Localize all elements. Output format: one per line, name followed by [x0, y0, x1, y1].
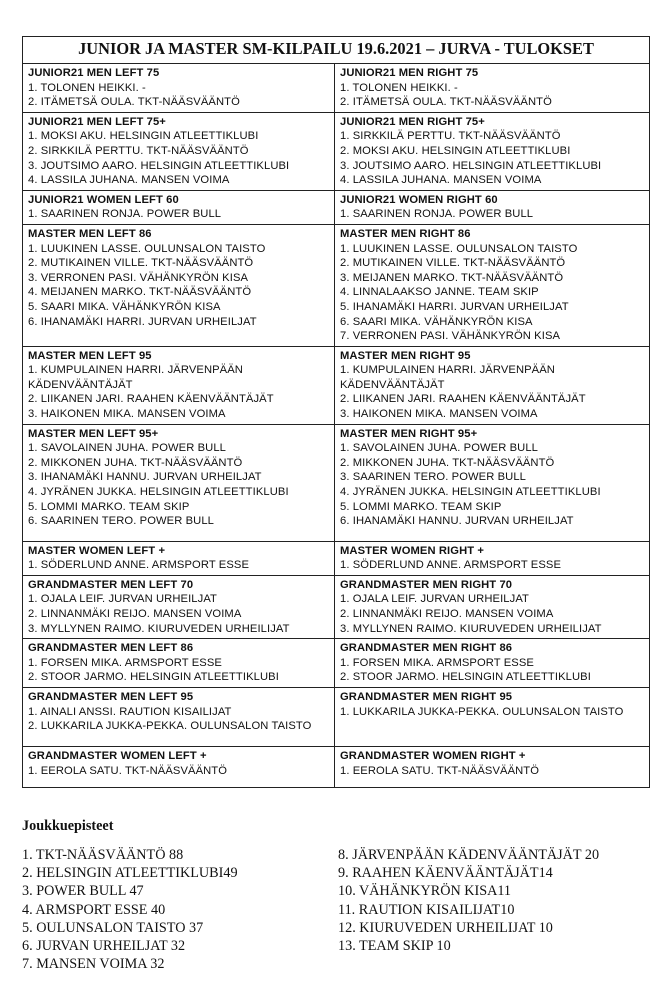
result-entry: 5. LOMMI MARKO. TEAM SKIP	[340, 500, 502, 513]
result-entry: 1. LUUKINEN LASSE. OULUNSALON TAISTO	[340, 242, 578, 255]
result-entry: 1. SÖDERLUND ANNE. ARMSPORT ESSE	[28, 559, 250, 572]
category-title: GRANDMASTER MEN RIGHT 95	[340, 691, 513, 703]
result-entry: 1. SAVOLAINEN JUHA. POWER BULL	[28, 442, 227, 455]
category-row	[23, 688, 650, 747]
category-title: MASTER MEN LEFT 86	[28, 227, 152, 240]
result-entry: 3. MEIJANEN MARKO. TKT-NÄÄSVÄÄNTÖ	[340, 271, 564, 284]
category-cell-right	[335, 747, 650, 788]
category-cell-left	[23, 747, 335, 788]
category-row	[23, 747, 650, 788]
result-entry: 2. STOOR JARMO. HELSINGIN ATLEETTIKLUBI	[340, 671, 591, 684]
category-title: MASTER WOMEN RIGHT +	[340, 544, 485, 557]
category-row	[23, 224, 650, 346]
category-row	[23, 639, 650, 688]
category-cell-left	[23, 639, 335, 688]
category-cell-left	[23, 688, 335, 747]
result-entry: 3. SAARINEN TERO. POWER BULL	[340, 471, 526, 484]
result-entry: 1. SAARINEN RONJA. POWER BULL	[340, 208, 534, 221]
result-entry: 3. JOUTSIMO AARO. HELSINGIN ATLEETTIKLUBI	[28, 159, 290, 172]
category-title: JUNIOR21 WOMEN LEFT 60	[28, 193, 179, 206]
result-entry: 2. STOOR JARMO. HELSINGIN ATLEETTIKLUBI	[28, 671, 279, 684]
category-cell-left	[23, 346, 335, 424]
result-entry: 5. SAARI MIKA. VÄHÄNKYRÖN KISA	[28, 300, 221, 313]
result-entry: 5. IHANAMÄKI HARRI. JURVAN URHEILJAT	[340, 300, 569, 313]
result-entry: 3. VERRONEN PASI. VÄHÄNKYRÖN KISA	[28, 271, 249, 284]
category-title: GRANDMASTER WOMEN RIGHT +	[340, 750, 526, 762]
category-cell-right	[335, 575, 650, 638]
team-point-item: 3. POWER BULL 47	[22, 883, 144, 900]
result-entry: 2. LUKKARILA JUKKA-PEKKA. OULUNSALON TAISTO	[28, 720, 312, 733]
result-entry: 2. MOKSI AKU. HELSINGIN ATLEETTIKLUBI	[340, 144, 571, 157]
result-entry: 1. AINALI ANSSI. RAUTION KISAILIJAT	[28, 705, 232, 718]
result-entry: 1. OJALA LEIF. JURVAN URHEILJAT	[28, 593, 217, 606]
team-point-item: 13. TEAM SKIP 10	[338, 938, 451, 955]
category-title: GRANDMASTER MEN RIGHT 86	[340, 642, 513, 655]
category-title: MASTER MEN LEFT 95	[28, 349, 152, 362]
category-cell-right	[335, 639, 650, 688]
result-entry: 4. JYRÄNEN JUKKA. HELSINGIN ATLEETTIKLUBI	[340, 486, 601, 499]
result-entry: 7. VERRONEN PASI. VÄHÄNKYRÖN KISA	[340, 330, 561, 343]
result-entry: 4. LINNALAAKSO JANNE. TEAM SKIP	[340, 286, 539, 299]
result-entry: 2. ITÄMETSÄ OULA. TKT-NÄÄSVÄÄNTÖ	[28, 96, 240, 109]
team-point-item: 11. RAUTION KISAILIJAT10	[338, 901, 515, 918]
result-entry: 1. FORSEN MIKA. ARMSPORT ESSE	[28, 656, 222, 669]
result-entry: 1. TOLONEN HEIKKI. -	[28, 81, 146, 94]
team-points-section	[22, 818, 642, 973]
category-row	[23, 112, 650, 190]
result-entry: 3. HAIKONEN MIKA. MANSEN VOIMA	[340, 408, 538, 421]
result-entry: 5. LOMMI MARKO. TEAM SKIP	[28, 500, 190, 513]
team-point-item: 10. VÄHÄNKYRÖN KISA11	[338, 883, 512, 900]
team-point-item: 12. KIURUVEDEN URHEILIJAT 10	[338, 919, 553, 936]
result-entry: 1. KUMPULAINEN HARRI. JÄRVENPÄÄN KÄDENVÄÄNTÄJÄT	[28, 364, 243, 391]
category-title: JUNIOR21 MEN RIGHT 75+	[340, 115, 485, 128]
result-entry: 2. LIIKANEN JARI. RAAHEN KÄENVÄÄNTÄJÄT	[340, 393, 586, 406]
category-title: JUNIOR21 MEN LEFT 75+	[28, 115, 166, 128]
result-entry: 4. JYRÄNEN JUKKA. HELSINGIN ATLEETTIKLUBI	[28, 486, 289, 499]
category-title: JUNIOR21 MEN LEFT 75	[28, 67, 160, 79]
result-entry: 2. ITÄMETSÄ OULA. TKT-NÄÄSVÄÄNTÖ	[340, 96, 552, 109]
result-entry: 1. KUMPULAINEN HARRI. JÄRVENPÄÄN KÄDENVÄÄNTÄJÄT	[340, 364, 555, 391]
result-entry: 1. SIRKKILÄ PERTTU. TKT-NÄÄSVÄÄNTÖ	[340, 130, 561, 143]
category-row	[23, 64, 650, 113]
title-row	[23, 37, 650, 64]
category-title: MASTER MEN RIGHT 95	[340, 349, 471, 362]
results-table	[22, 36, 650, 788]
category-cell-right	[335, 224, 650, 346]
category-cell-left	[23, 112, 335, 190]
category-row	[23, 346, 650, 424]
result-entry: 4. LASSILA JUHANA. MANSEN VOIMA	[340, 174, 542, 187]
category-title: GRANDMASTER WOMEN LEFT +	[28, 750, 207, 762]
team-points-right-column	[338, 846, 638, 973]
result-entry: 4. MEIJANEN MARKO. TKT-NÄÄSVÄÄNTÖ	[28, 286, 252, 299]
category-title: JUNIOR21 MEN RIGHT 75	[340, 67, 479, 79]
category-cell-right	[335, 64, 650, 113]
result-entry: 1. SÖDERLUND ANNE. ARMSPORT ESSE	[340, 559, 562, 572]
category-cell-right	[335, 190, 650, 224]
result-entry: 6. IHANAMÄKI HARRI. JURVAN URHEILJAT	[28, 315, 257, 328]
document-title: JUNIOR JA MASTER SM-KILPAILU 19.6.2021 – JURVA - TULOKSET	[23, 37, 650, 64]
team-point-item: 2. HELSINGIN ATLEETTIKLUBI49	[22, 865, 238, 882]
result-entry: 3. JOUTSIMO AARO. HELSINGIN ATLEETTIKLUBI	[340, 159, 602, 172]
category-title: MASTER WOMEN LEFT +	[28, 544, 166, 557]
category-title: GRANDMASTER MEN RIGHT 70	[340, 578, 513, 591]
category-row	[23, 541, 650, 575]
category-title: GRANDMASTER MEN LEFT 86	[28, 642, 194, 655]
category-row	[23, 575, 650, 638]
category-cell-right	[335, 541, 650, 575]
category-cell-right	[335, 112, 650, 190]
result-entry: 3. IHANAMÄKI HANNU. JURVAN URHEILJAT	[28, 471, 262, 484]
result-entry: 2. LIIKANEN JARI. RAAHEN KÄENVÄÄNTÄJÄT	[28, 393, 274, 406]
category-cell-left	[23, 575, 335, 638]
result-entry: 1. MOKSI AKU. HELSINGIN ATLEETTIKLUBI	[28, 130, 259, 143]
category-cell-right	[335, 688, 650, 747]
team-points-columns	[22, 846, 642, 973]
result-entry: 2. MUTIKAINEN VILLE. TKT-NÄÄSVÄÄNTÖ	[28, 257, 254, 270]
category-cell-left	[23, 224, 335, 346]
result-entry: 1. OJALA LEIF. JURVAN URHEILJAT	[340, 593, 529, 606]
team-point-item: 9. RAAHEN KÄENVÄÄNTÄJÄT14	[338, 865, 553, 882]
result-entry: 2. MUTIKAINEN VILLE. TKT-NÄÄSVÄÄNTÖ	[340, 257, 566, 270]
category-cell-left	[23, 424, 335, 541]
result-entry: 2. LINNANMÄKI REIJO. MANSEN VOIMA	[340, 608, 554, 621]
result-entry: 4. LASSILA JUHANA. MANSEN VOIMA	[28, 174, 230, 187]
team-point-item: 7. MANSEN VOIMA 32	[22, 956, 165, 973]
result-entry: 2. MIKKONEN JUHA. TKT-NÄÄSVÄÄNTÖ	[28, 456, 243, 469]
team-point-item: 8. JÄRVENPÄÄN KÄDENVÄÄNTÄJÄT 20	[338, 847, 600, 863]
category-title: GRANDMASTER MEN LEFT 70	[28, 578, 194, 591]
result-entry: 2. MIKKONEN JUHA. TKT-NÄÄSVÄÄNTÖ	[340, 456, 555, 469]
category-row	[23, 190, 650, 224]
result-entry: 1. EEROLA SATU. TKT-NÄÄSVÄÄNTÖ	[340, 764, 540, 777]
category-title: MASTER MEN LEFT 95+	[28, 427, 159, 440]
team-point-item: 5. OULUNSALON TAISTO 37	[22, 919, 204, 936]
result-entry: 1. EEROLA SATU. TKT-NÄÄSVÄÄNTÖ	[28, 764, 228, 777]
category-title: JUNIOR21 WOMEN RIGHT 60	[340, 193, 498, 206]
result-entry: 6. SAARINEN TERO. POWER BULL	[28, 515, 214, 528]
team-points-left-column	[22, 846, 338, 973]
result-entry: 2. SIRKKILÄ PERTTU. TKT-NÄÄSVÄÄNTÖ	[28, 144, 249, 157]
result-entry: 1. TOLONEN HEIKKI. -	[340, 81, 458, 94]
results-table-body	[23, 37, 650, 788]
team-point-item: 6. JURVAN URHEILJAT 32	[22, 938, 186, 955]
team-point-item: 4. ARMSPORT ESSE 40	[22, 901, 166, 918]
category-cell-right	[335, 424, 650, 541]
result-entry: 1. SAARINEN RONJA. POWER BULL	[28, 208, 222, 221]
result-entry: 1. FORSEN MIKA. ARMSPORT ESSE	[340, 656, 534, 669]
team-points-heading: Joukkuepisteet	[22, 818, 114, 834]
result-entry: 3. HAIKONEN MIKA. MANSEN VOIMA	[28, 408, 226, 421]
category-row	[23, 424, 650, 541]
category-title: MASTER MEN RIGHT 95+	[340, 427, 478, 440]
result-entry: 1. LUKKARILA JUKKA-PEKKA. OULUNSALON TAISTO	[340, 705, 624, 718]
result-entry: 6. SAARI MIKA. VÄHÄNKYRÖN KISA	[340, 315, 533, 328]
result-entry: 3. MYLLYNEN RAIMO. KIURUVEDEN URHEILIJAT	[28, 622, 290, 635]
category-cell-right	[335, 346, 650, 424]
result-entry: 3. MYLLYNEN RAIMO. KIURUVEDEN URHEILIJAT	[340, 622, 602, 635]
category-title: GRANDMASTER MEN LEFT 95	[28, 691, 194, 703]
team-point-item: 1. TKT-NÄÄSVÄÄNTÖ 88	[22, 847, 184, 863]
result-entry: 1. LUUKINEN LASSE. OULUNSALON TAISTO	[28, 242, 266, 255]
category-cell-left	[23, 64, 335, 113]
category-title: MASTER MEN RIGHT 86	[340, 227, 471, 240]
category-cell-left	[23, 190, 335, 224]
result-entry: 1. SAVOLAINEN JUHA. POWER BULL	[340, 442, 539, 455]
result-entry: 2. LINNANMÄKI REIJO. MANSEN VOIMA	[28, 608, 242, 621]
category-cell-left	[23, 541, 335, 575]
result-entry: 6. IHANAMÄKI HANNU. JURVAN URHEILJAT	[340, 515, 574, 528]
